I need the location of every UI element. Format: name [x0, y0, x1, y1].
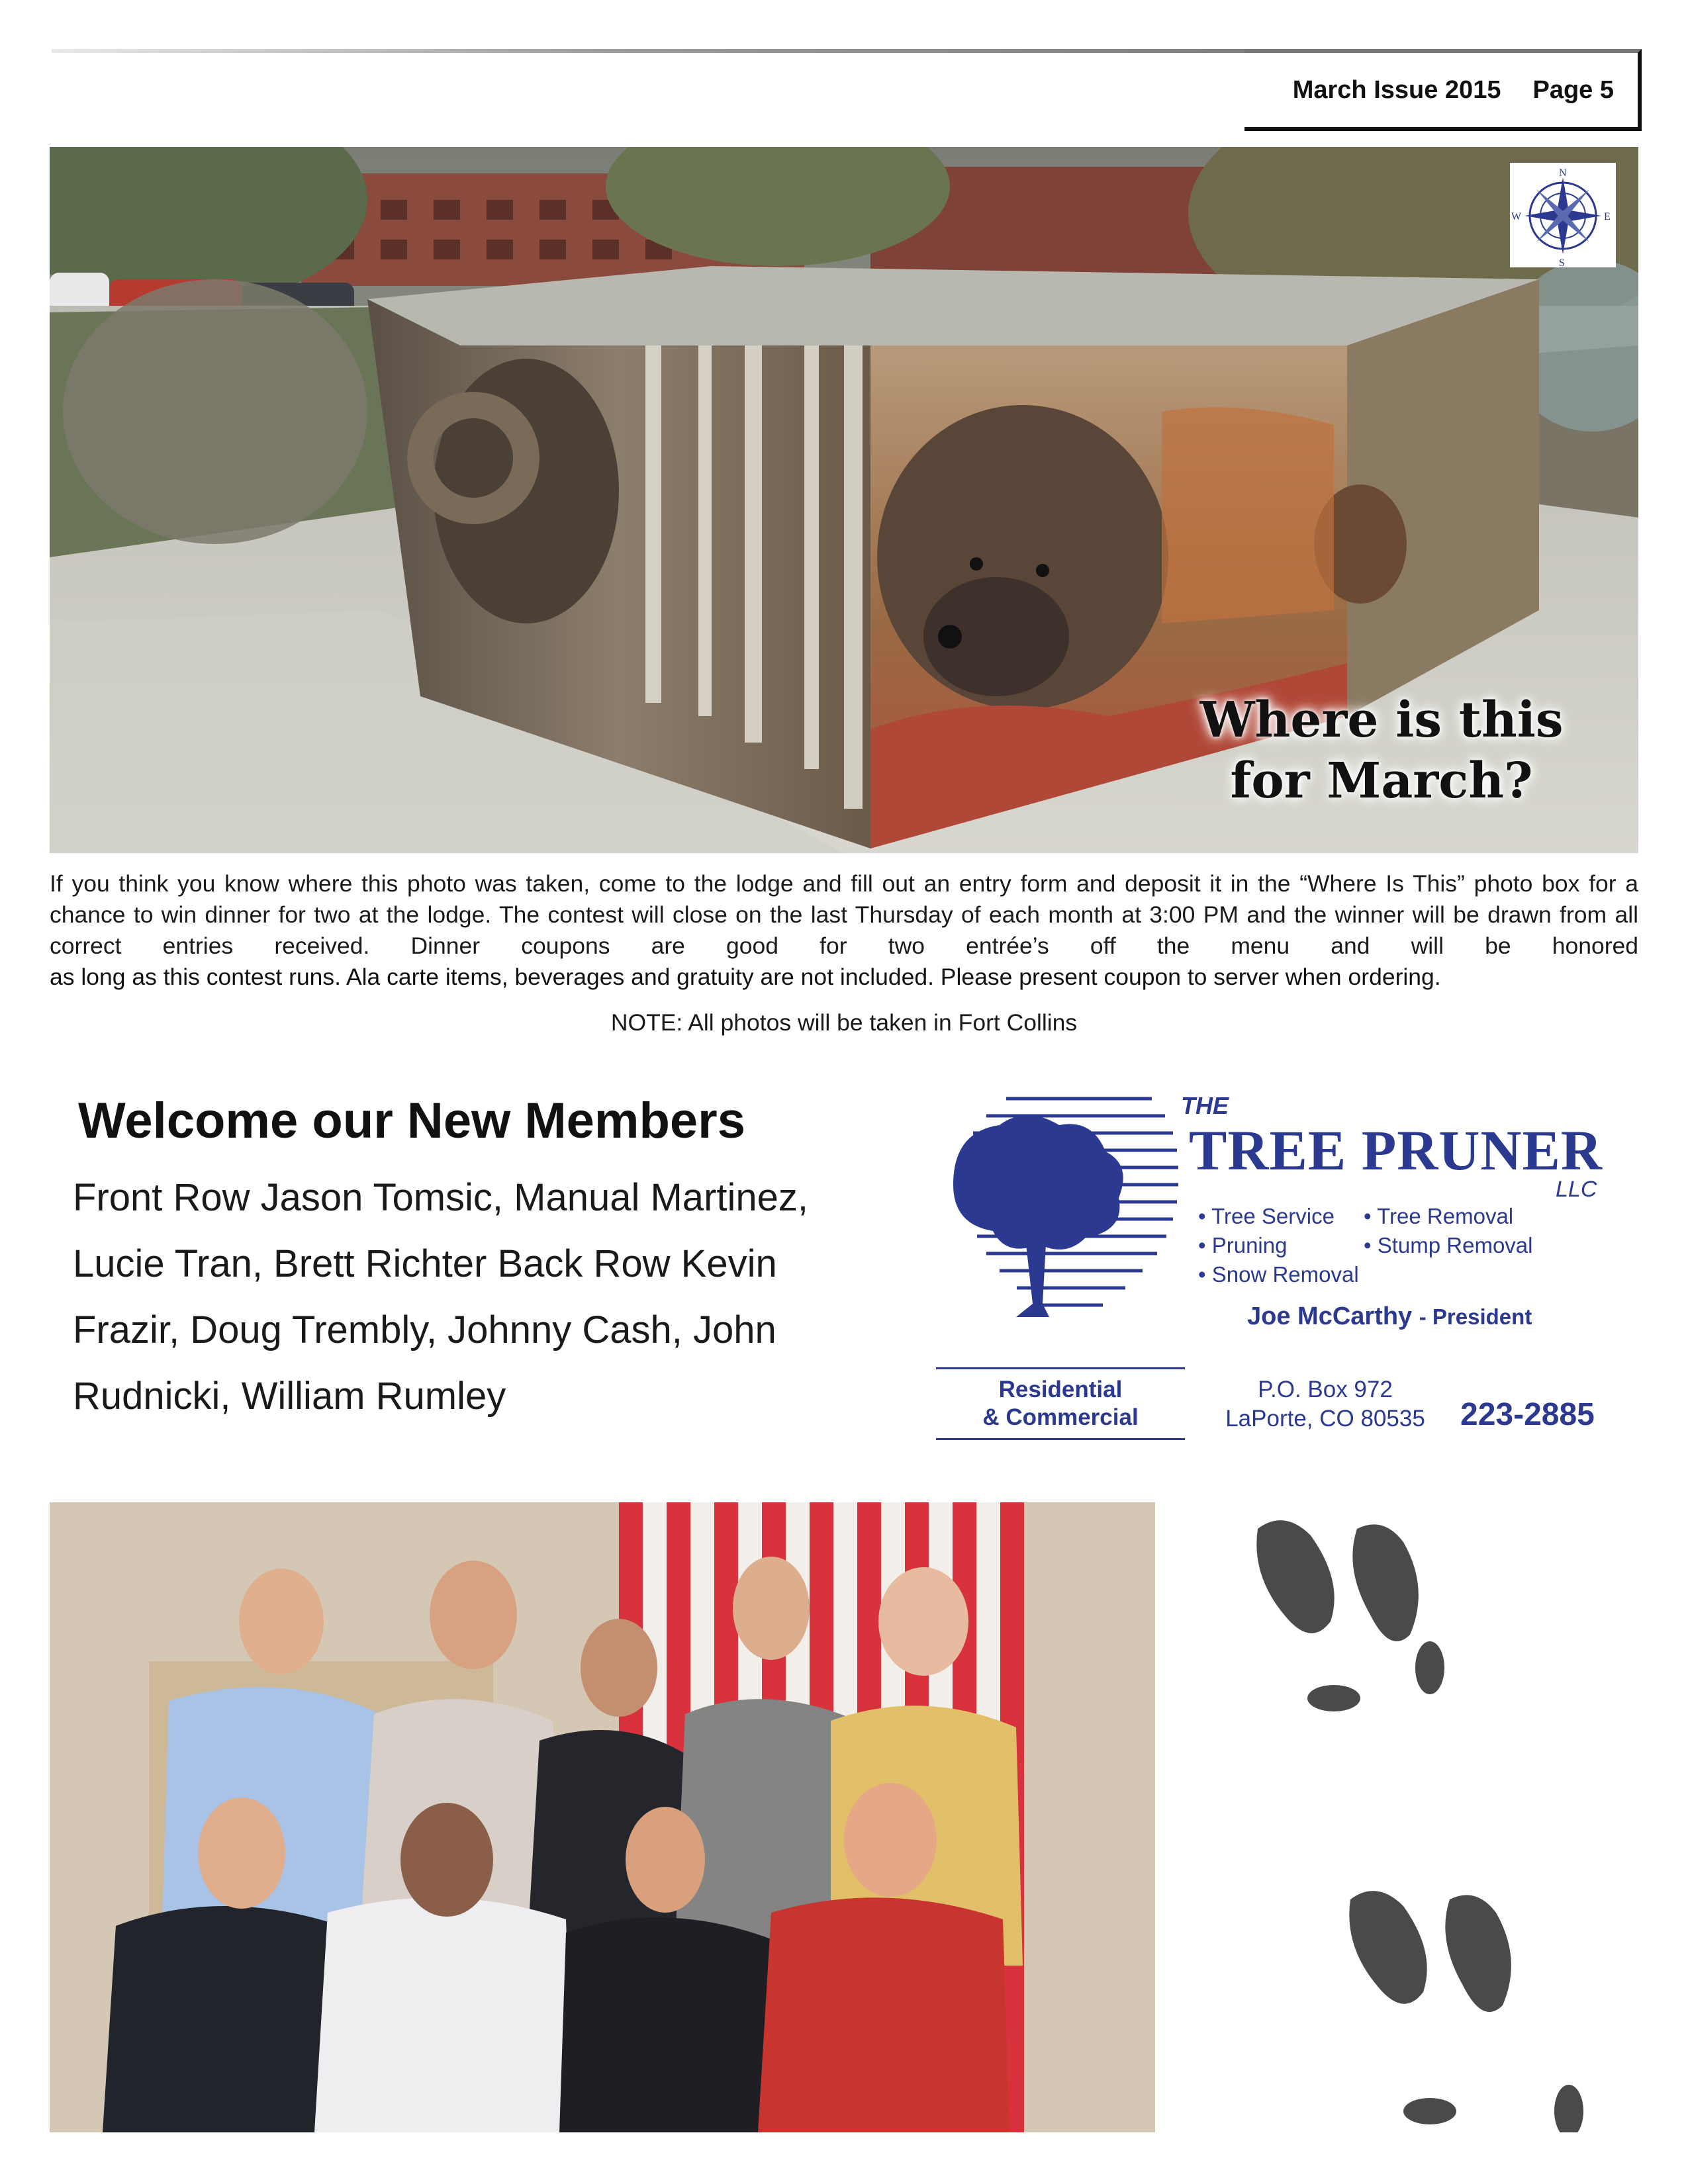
ad-residential-line1: Residential	[998, 1377, 1123, 1402]
contest-note: NOTE: All photos will be taken in Fort Collins	[610, 1009, 1078, 1036]
ad-services-row	[1198, 1202, 1569, 1231]
ad-services	[1198, 1202, 1569, 1289]
ad-service-item: • Pruning	[1198, 1233, 1288, 1257]
page-header	[1244, 49, 1642, 131]
ad-llc: LLC	[1556, 1177, 1597, 1202]
compass-e: E	[1604, 211, 1611, 222]
members-title: Welcome our New Members	[78, 1093, 746, 1149]
ad-president	[1247, 1302, 1532, 1331]
hoof-print-icon	[1231, 1502, 1628, 2132]
ad-company-name: TREE PRUNER	[1189, 1118, 1603, 1182]
ad-president-name: Joe McCarthy	[1247, 1302, 1413, 1330]
compass-w: W	[1511, 211, 1522, 222]
tree-logo-icon	[927, 1079, 1192, 1343]
mural-caption-line1: Where is this	[1199, 692, 1564, 749]
ad-service-item: • Tree Removal	[1364, 1204, 1514, 1228]
mural-photo	[50, 147, 1638, 853]
ad-residential-line2: & Commercial	[982, 1404, 1139, 1430]
ad-service-item: • Snow Removal	[1198, 1262, 1359, 1287]
ad-residential	[936, 1367, 1185, 1440]
ad-phone: 223-2885	[1460, 1397, 1595, 1432]
contest-last-line: as long as this contest runs. Ala carte items, beverages and gratuity are not included. Please present coupon to server when ordering.	[50, 964, 1441, 990]
compass-rose-icon	[1510, 163, 1616, 267]
ad-president-title: - President	[1419, 1304, 1532, 1329]
ad-the: THE	[1181, 1092, 1229, 1119]
compass-n: N	[1559, 167, 1567, 179]
ad-service-item: • Stump Removal	[1364, 1233, 1533, 1257]
members-text: Front Row Jason Tomsic, Manual Martinez, Lucie Tran, Brett Richter Back Row Kevin Frazir, Doug Trembly, Johnny Cash, John Rudnicki, William Rumley	[73, 1176, 809, 1418]
mural-caption	[1170, 690, 1593, 811]
issue-label: March Issue 2015	[1292, 75, 1501, 104]
contest-paragraph: If you think you know where this photo was taken, come to the lodge and fill out an entry form and deposit it in the “Where Is This” photo box for a chance to win dinner for two at the lodge. The contest will close on the last Thursday of each month at 3:00 PM and the winner will be drawn from all correct entries received. Dinner coupons are good for two entrée’s off the menu and will be honored	[50, 870, 1638, 959]
ad-services-row	[1198, 1260, 1569, 1289]
ad-address-line2: LaPorte, CO 80535	[1225, 1406, 1425, 1432]
group-photo-illustration	[50, 1502, 1155, 2132]
ad-address-line1: P.O. Box 972	[1258, 1377, 1393, 1402]
ad-service-item: • Tree Service	[1198, 1204, 1335, 1228]
tree-pruner-ad	[927, 1079, 1628, 1449]
page-number: Page 5	[1532, 75, 1614, 104]
ad-services-row	[1198, 1231, 1569, 1260]
mural-caption-line2: for March?	[1230, 752, 1533, 809]
hoof-prints-decoration	[1231, 1502, 1628, 2132]
compass-s: S	[1559, 257, 1565, 267]
new-members-photo	[50, 1502, 1155, 2132]
ad-address	[1199, 1375, 1451, 1433]
